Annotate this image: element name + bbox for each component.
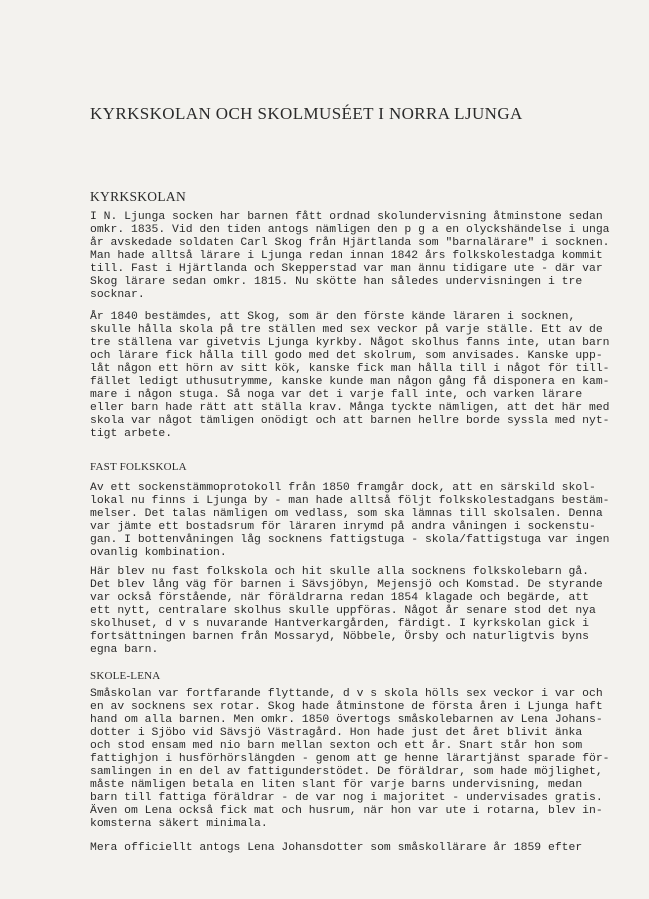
section-heading-skole-lena: SKOLE-LENA: [90, 670, 161, 682]
paragraph: År 1840 bestämdes, att Skog, som är den förste kände läraren i socknen, skulle hålla skola på tre ställen med sex veckor på varje ställe. Ett av de tre ställena var givetvis Ljunga kyrkby. Något skolhus fanns inte, utan barn och lärare fick hålla till godo med det skolrum, som anvisades. Kanske upp- låt någon ett hörn av sitt kök, kanske fick man hålla till i något för till- fället ledigt uthusutrymme, kanske kunde man någon gång få disponera en kam- mare i någon stuga. Så noga var det i varje fall inte, och varken lärare eller barn hade rätt att ställa krav. Många tyckte nämligen, att det här med skola var något tämligen onödigt och att barnen hellre borde syssla med nyt- tigt arbete.: [90, 311, 610, 440]
paragraph: I N. Ljunga socken har barnen fått ordnad skolundervisning åtminstone sedan omkr. 1835. Vid den tiden antogs nämligen den p g a en olyckshändelse i unga år avskedade soldaten Carl Skog från Hjärtlanda som "barnalärare" i socknen. Man hade alltså lärare i Ljunga redan innan 1842 års folkskolestadga kommit till. Fast i Hjärtlanda och Skepperstad var man ännu tidigare ute - där var Skog lärare sedan omkr. 1815. Nu skötte han således undervisningen i tre socknar.: [90, 211, 610, 301]
document-title: KYRKSKOLAN OCH SKOLMUSÉET I NORRA LJUNGA: [90, 104, 523, 123]
section-heading-kyrkskolan: KYRKSKOLAN: [90, 189, 187, 204]
section-heading-fast-folkskola: FAST FOLKSKOLA: [90, 461, 187, 473]
paragraph: Småskolan var fortfarande flyttande, d v s skola hölls sex veckor i var och en av socknens sex rotar. Skog hade åtminstone de första åren i Ljunga haft hand om alla barnen. Men omkr. 1850 övertogs småskolebarnen av Lena Johans- dotter i Sjöbo vid Sävsjö Västragård. Hon hade just det året blivit änka och stod ensam med nio barn mellan sexton och ett år. Snart står hon som fattighjon i husförhörslängden - genom att ge henne lärartjänst sparade för- samlingen in en del av fattigunderstödet. De föräldrar, som hade möjlighet, måste nämligen betala en liten slant för varje barns undervisning, medan barn till fattiga föräldrar - de var nog i majoritet - undervisades gratis. Även om Lena också fick mat och husrum, när hon var ute i rotarna, blev in- komsterna säkert minimala.: [90, 688, 610, 830]
paragraph: Här blev nu fast folkskola och hit skulle alla socknens folkskolebarn gå. Det blev lång väg för barnen i Sävsjöbyn, Mejensjö och Komstad. De styrande var också förstående, när föräldrarna redan 1854 klagade och begärde, att ett nytt, centralare skolhus skulle uppföras. Något år senare stod det nya skolhuset, d v s nuvarande Hantverkargården, färdigt. I kyrkskolan gick i fortsättningen barnen från Mossaryd, Nöbbele, Örsby och naturligtvis byns egna barn.: [90, 566, 603, 656]
paragraph: Av ett sockenstämmoprotokoll från 1850 framgår dock, att en särskild skol- lokal nu finns i Ljunga by - man hade alltså följt folkskolestadgans bestäm- melser. Det talas nämligen om vedlass, som ska lämnas till skolsalen. Denna var jämte ett bostadsrum för läraren inrymd på andra våningen i sockenstu- gan. I bottenvåningen låg socknens fattigstuga - skola/fattigstuga var ingen ovanlig kombination.: [90, 482, 610, 559]
paragraph: Mera officiellt antogs Lena Johansdotter som småskollärare år 1859 efter: [90, 842, 583, 854]
